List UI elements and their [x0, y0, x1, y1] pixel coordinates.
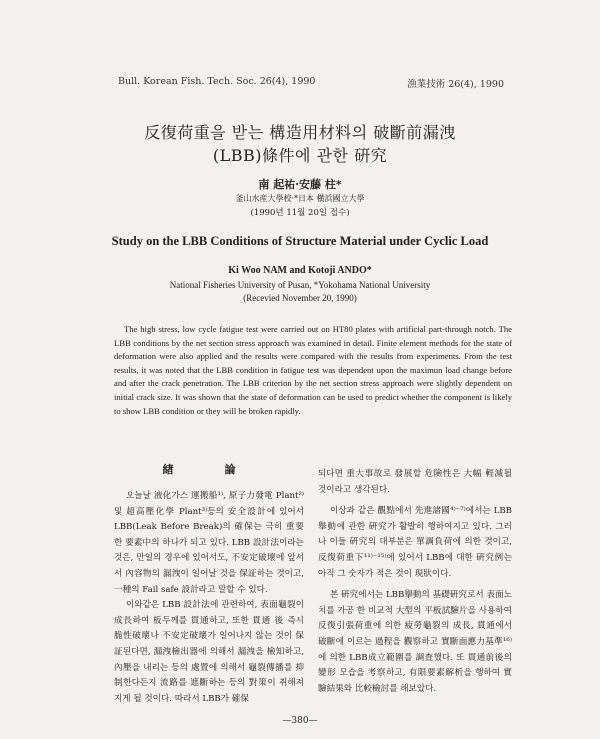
english-authors: Ki Woo NAM and Kotoji ANDO* — [228, 265, 372, 276]
body-paragraph: 오늘날 液化가스 運搬船¹⁾, 原子力發電 Plant²⁾ 및 超高壓化學 Plant³⁾등의 安全設計에 있어서 LBB(Leak Before Break)의 確保는 극히 重要한 要素中의 하나가 되고 있다. LBB 設計法이라는 것은, 만일의 경우에 있어서도, 不安定破壞에 앞서서 內容物의 漏洩이 일어날 것을 保証하는 것이고, 一種의 Fail safe 設計라고 말할 수 있다. — [114, 491, 304, 595]
section-heading-introduction: 緖 論 — [162, 463, 256, 476]
right-column — [318, 467, 512, 697]
page-number: —380— — [282, 716, 318, 726]
body-paragraph: 되다면 重大事故로 發展할 危險性은 大幅 輕減될 것이라고 생각된다. — [318, 469, 512, 495]
korean-received-date: (1990년 11월 20일 접수) — [250, 208, 350, 218]
journal-header-right: 漁業技術 26(4), 1990 — [407, 79, 504, 90]
body-paragraph: 이와같은 LBB 設計法에 관련하여, 表面龜裂이 成長하여 板두께를 貫通하고, 또한 貫通 後 즉시 脆性破壞나 不安定破壞가 일어나지 않는 것이 保証된다면, 漏洩檢出器에 의해서 漏洩을 檢知하고, 內壓을 내리는 등의 處置에 의해서 龜裂傳播를 抑制한다든지 流路를 遮斷하는 등의 對策이 취해져 지게 될 것이다. 따라서 LBB가 確保 — [114, 600, 304, 704]
korean-affiliations: 釜山水産大學校·*日本 橫浜國立大學 — [235, 194, 365, 203]
english-title: Study on the LBB Conditions of Structure Material under Cyclic Load — [111, 234, 489, 248]
english-received-date: (Recevied November 20, 1990) — [243, 293, 357, 303]
left-column — [114, 461, 304, 707]
english-affiliations: National Fisheries University of Pusan, *Yokohama National University — [169, 280, 431, 290]
body-paragraph: 이상과 같은 觀點에서 先進諸國⁴⁾⁻⁷⁾에서는 LBB舉動에 관한 硏究가 활발히 행하여지고 있다. 그러나 이들 硏究의 대부분은 單調負荷에 의한 것이고, 反復荷重下¹¹⁾⁻¹⁵⁾에 있어서 LBB에 대한 硏究例는 아직 그 숫자가 적은 것이 現狀이다. — [318, 506, 512, 579]
journal-header-left: Bull. Korean Fish. Tech. Soc. 26(4), 1990 — [118, 76, 316, 87]
korean-authors: 南 起祐·安藤 柱* — [258, 178, 342, 191]
korean-title-line-2: (LBB)條件에 관한 硏究 — [212, 146, 388, 165]
abstract: The high stress, low cycle fatigue test were carried out on HT80 plates with artificial part-through notch. The LBB conditions by the net section stress approach was examined in detail. Finite element methods for the state of deformation were also applied and the results were compared with the results from experiments. From the test results, it was noted that the LBB condition in fatigue test was dependent upon the maximun load change before and after the crack penetration. The LBB criterion by the net section stress approach were slightly dependent on initial crack size. It was shown that the state of deformation can be used to predict whether the component is likely to show LBB condition or they will be broken rapidly. — [114, 324, 512, 416]
korean-title-line-1: 反復荷重을 받는 構造用材料의 破斷前漏洩 — [144, 123, 456, 142]
body-paragraph: 본 硏究에서는 LBB擧動의 基礎硏究로서 表面노치를 가공 한 비교적 大型의 平板試驗片을 사용하여 反復引張荷重에 의한 疲勞龜裂의 成長, 貫通에서 破斷에 이르는 過程을 觀察하고 實斷面應力基準¹⁶⁾에 의한 LBB成立範圍를 調査했다. 또 貫通前後의 變形 모습을 考察하고, 有限要素解析을 행하여 實驗結果와 比較檢討를 해보았다. — [318, 590, 512, 694]
